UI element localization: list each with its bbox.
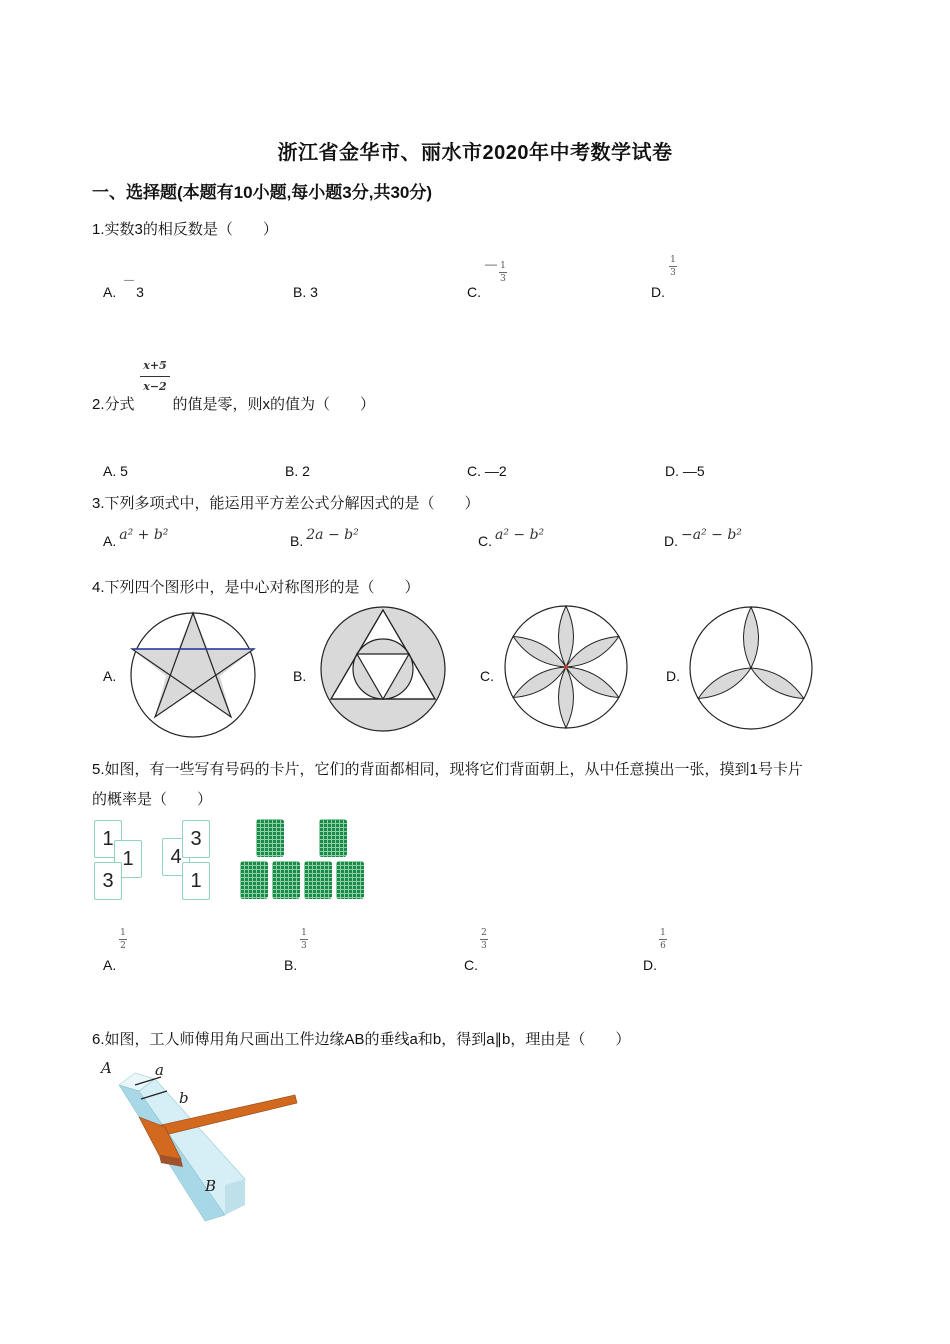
q5-cards-figure [92,818,372,908]
q1-option-d-label: D. [651,284,665,300]
q1-option-a-sign: — [124,275,135,286]
q5-option-b[interactable]: B. 1 3 [284,928,307,973]
q1-option-c-label: C. [467,284,481,300]
q2-option-b[interactable]: B. 2 [285,463,310,479]
q4-figure-c-flower [503,604,633,734]
question-4-stem: 4.下列四个图形中，是中心对称图形的是（ ） [92,579,420,596]
q1-option-a-label: A. [103,284,117,300]
q3-option-c[interactable]: C. a² − b² [478,527,545,549]
page-title: 浙江省金华市、丽水市2020年中考数学试卷 [277,142,673,164]
card-front: 3 [182,820,210,858]
card-front: 1 [94,820,122,858]
card-back [304,861,332,899]
q5-option-d[interactable]: D. 1 6 [643,928,666,973]
question-3-stem: 3.下列多项式中，能运用平方差公式分解因式的是（ ） [92,495,480,512]
q1-option-c-sign: — [485,257,497,271]
card-front: 3 [94,862,122,900]
card-front: 4 [162,838,190,876]
q3-option-d[interactable]: D. −a² − b² [664,527,742,549]
q1-option-d[interactable] [651,255,676,300]
question-1-stem: 1.实数3的相反数是（ ） [92,221,278,238]
q4-option-c-label[interactable]: C. [480,668,494,684]
q1-option-a[interactable] [103,275,144,300]
q2-option-c[interactable]: C. —2 [467,463,507,479]
q6-label-b: b [179,1089,189,1107]
q6-label-a: a [155,1061,164,1079]
card-front: 1 [114,840,142,878]
q4-option-a-label[interactable]: A. [103,668,117,684]
q4-figure-a-star [128,610,258,740]
q3-option-b-expr: 2a − b² [306,527,359,543]
q2-fraction-numerator: x+5 [143,359,167,372]
q2-option-d[interactable]: D. —5 [665,463,705,479]
q3-option-c-expr: a² − b² [495,527,545,543]
q3-option-d-expr: −a² − b² [681,527,742,543]
question-2-stem: 2.分式 的值是零，则x的值为（ ） [92,396,376,413]
q4-figure-d-three-petals [688,605,818,735]
q5-option-a[interactable]: A. 1 2 [103,928,126,973]
question-5-stem-line2: 的概率是（ ） [92,791,213,808]
card-back [319,819,347,857]
q1-option-c[interactable] [467,257,506,300]
q3-option-a[interactable]: A. a² + b² [103,527,169,549]
q5-option-a-fraction: 1 2 [120,928,126,951]
card-front: 1 [182,862,210,900]
q4-option-d-label[interactable]: D. [666,668,680,684]
q4-option-b-label[interactable]: B. [293,668,307,684]
q2-fraction [140,360,170,393]
card-back [336,861,364,899]
q4-figure-b-triangle [318,604,448,734]
q2-fraction-denominator: x−2 [143,380,167,393]
q5-option-c-fraction: 2 3 [481,928,487,951]
section-heading: 一、选择题(本题有10小题,每小题3分,共30分) [92,183,433,202]
q3-option-a-expr: a² + b² [119,527,169,543]
card-back [256,819,284,857]
q2-option-a[interactable]: A. 5 [103,463,128,479]
q5-option-c[interactable]: C. 2 3 [464,928,487,973]
question-6-stem: 6.如图，工人师傅用角尺画出工件边缘AB的垂线a和b，得到a∥b，理由是（ ） [92,1031,631,1048]
card-back [240,861,268,899]
q5-option-b-fraction: 1 3 [301,928,307,951]
q6-label-A: A [101,1059,112,1077]
question-5-stem-line1: 5.如图，有一些写有号码的卡片，它们的背面都相同，现将它们背面朝上，从中任意摸出一张，摸到1号卡片 [92,761,803,778]
q6-label-B: B [205,1177,217,1195]
card-back [272,861,300,899]
q6-square-ruler-figure [95,1055,305,1225]
q1-option-d-fraction: 1 3 [670,255,676,278]
q3-option-b[interactable]: B. 2a − b² [290,527,359,549]
q1-option-c-fraction: $\frac{1}{3}$ [500,261,506,284]
q1-option-b[interactable]: B. 3 [293,284,318,300]
q5-option-d-fraction: 1 6 [660,928,666,951]
q1-option-a-value: 3 [136,284,144,300]
